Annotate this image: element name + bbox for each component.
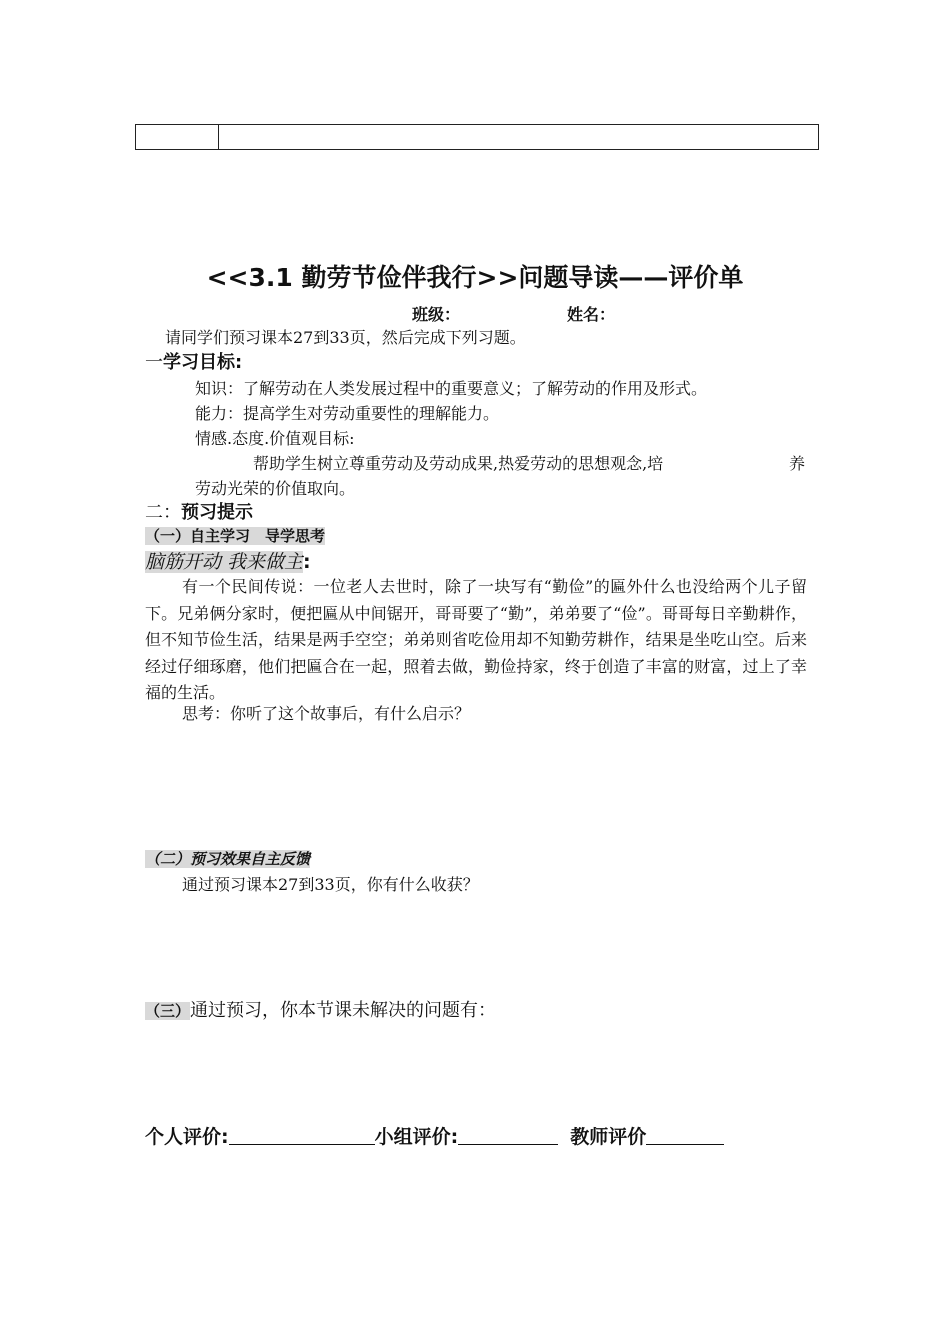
sub1-heading (145, 526, 325, 547)
header-table-cell (136, 125, 219, 149)
page-title: <<3.1 勤劳节俭伴我行>>问题导读——评价单 (206, 263, 744, 292)
goal-emotion-text: 帮助学生树立尊重劳动及劳动成果,热爱劳动的思想观念,培 (253, 454, 664, 473)
brain-title: 脑筋开动 我来做主 (145, 551, 304, 573)
sub1-title: （一）自主学习 导学思考 (145, 527, 326, 545)
section2-heading (145, 500, 253, 526)
story-question: 思考：你听了这个故事后，有什么启示？ (182, 704, 471, 723)
brain-heading (145, 549, 311, 575)
sub2-title: （二）预习效果自主反馈 (145, 850, 311, 868)
personal-eval-line[interactable] (229, 1124, 375, 1145)
goal-emotion-text-end: 养 (789, 454, 806, 473)
group-eval-label: 小组评价: (374, 1126, 459, 1148)
personal-eval-label: 个人评价: (145, 1126, 229, 1148)
group-eval-line[interactable] (458, 1124, 558, 1145)
goal-emotion-text-2: 劳动光荣的价值取向。 (195, 479, 356, 498)
teacher-eval-line[interactable] (646, 1124, 724, 1145)
story-paragraph: 有一个民间传说：一位老人去世时，除了一块写有“勤俭”的匾外什么也没给两个儿子留下。兄弟俩分家时，便把匾从中间锯开，哥哥要了“勤”，弟弟要了“俭”。哥哥每日辛勤耕作，但不知节俭生活，结果是两手空空；弟弟则省吃俭用却不知勤劳耕作，结果是坐吃山空。后来经过仔细琢磨，他们把匾合在一起，照着去做，勤俭持家，终于创造了丰富的财富，过上了幸福的生活。 (145, 577, 807, 702)
goal-emotion-label: 情感.态度.价值观目标: (195, 429, 355, 448)
sub2-heading (145, 849, 310, 870)
section2-title: 预习提示 (181, 502, 253, 523)
sub3-line (145, 998, 496, 1024)
brain-colon: : (303, 551, 311, 573)
section2-prefix: 二： (145, 502, 181, 523)
sub3-label: （三） (145, 1002, 191, 1020)
header-table (135, 124, 819, 150)
goal-knowledge: 知识：了解劳动在人类发展过程中的重要意义；了解劳动的作用及形式。 (195, 379, 708, 398)
name-label: 姓名： (567, 305, 616, 324)
class-label: 班级： (412, 305, 461, 324)
section1-prefix: 一 (145, 352, 163, 373)
section1-heading (145, 350, 242, 376)
teacher-eval-label: 教师评价 (570, 1126, 647, 1148)
section1-title: 学习目标: (163, 352, 243, 373)
intro-text: 请同学们预习课本27到33页，然后完成下列习题。 (165, 328, 526, 347)
goal-ability: 能力：提高学生对劳动重要性的理解能力。 (195, 404, 500, 423)
header-table-cell (219, 125, 818, 149)
evaluation-row (145, 1122, 724, 1149)
sub3-question: 通过预习，你本节课未解决的问题有： (190, 1000, 497, 1021)
sub2-question: 通过预习课本27到33页，你有什么收获？ (182, 875, 479, 894)
